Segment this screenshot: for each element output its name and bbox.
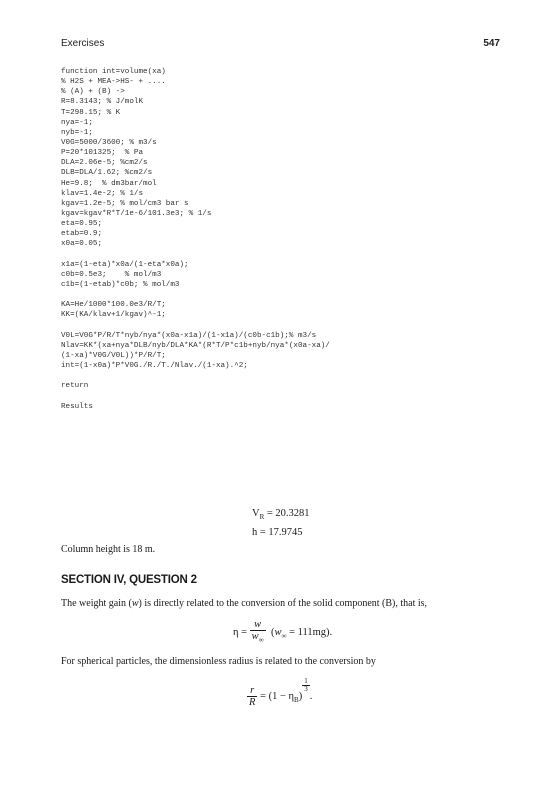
code-line: c0b=0.5e3; % mol/m3 [61, 270, 162, 279]
para1-before: The weight gain ( [61, 598, 132, 609]
eq1-lhs: η = [233, 626, 248, 638]
code-line [61, 290, 501, 300]
eq2-numerator: r [250, 685, 255, 697]
code-line: % (A) + (B) -> [61, 88, 125, 97]
code-line: x1a=(1-eta)*x0a/(1-eta*x0a); [61, 260, 189, 269]
code-line: function int=volume(xa) [61, 68, 166, 76]
code-line: kgav=kgav*R*T/1e-6/101.3e3; % 1/s [61, 209, 212, 218]
result-vr-symbol: V [252, 508, 260, 519]
eq2-exp-num: 1 [304, 677, 308, 685]
paragraph-spherical: For spherical particles, the dimensionless radius is related to the conversion by [61, 656, 376, 667]
code-line: P=20*101325; % Pa [61, 149, 144, 158]
eq2-denominator: R [249, 697, 256, 709]
result-vr [252, 508, 310, 521]
eq1-paren-sub: ∞ [281, 632, 287, 641]
paragraph-weight-gain [61, 598, 427, 609]
eq2-rhs-close: ) [298, 691, 303, 702]
code-line: R=8.3143; % J/molK [61, 98, 144, 107]
code-line: nya=-1; [61, 118, 93, 127]
code-line: etab=0.9; [61, 230, 103, 239]
equation-eta: η = $\frac{w}{w_\infty}$ $(w_\infty = 111mg)$. [233, 619, 333, 645]
code-line: Results [61, 402, 93, 411]
code-line: Nlav=KK*(xa+nya*DLB/nyb/DLA*KA*(R*T/P*c1b+nyb/nya*(x0a-xa)/ [61, 341, 330, 350]
eq1-denominator: w [251, 631, 259, 642]
eq2-exponent [302, 678, 310, 693]
eq2-exp-den: 3 [304, 685, 308, 693]
code-line: KA=He/1000*100.0e3/R/T; [61, 301, 166, 310]
eq1-paren-rest: = 111mg [286, 626, 327, 638]
code-line: V0G=5000/3600; % m3/s [61, 138, 157, 147]
running-header-chapter: Exercises [61, 38, 105, 49]
result-vr-subscript: R [259, 513, 265, 522]
equation-radius [247, 678, 312, 708]
code-line: klav=1.4e-2; % 1/s [61, 189, 144, 198]
code-line: nyb=-1; [61, 128, 93, 137]
code-line [61, 250, 501, 260]
para1-after: ) is directly related to the conversion of the solid component (B), that is, [138, 598, 428, 609]
section-heading: SECTION IV, QUESTION 2 [61, 574, 197, 586]
code-line: KK=(KA/klav+1/kgav)^-1; [61, 311, 166, 320]
page-number: 547 [483, 38, 500, 49]
eq2-rhs-open: = (1 − η [260, 691, 295, 702]
code-line: x0a=0.05; [61, 240, 103, 249]
eq1-den-sub: ∞ [258, 636, 264, 645]
result-vr-value: = 20.3281 [266, 508, 310, 519]
result-h: h = 17.9745 [252, 527, 303, 538]
code-line [61, 321, 501, 331]
eq2-fraction [247, 685, 257, 708]
code-line: kgav=1.2e-5; % mol/cm3 bar s [61, 199, 189, 208]
eq1-end: . [329, 626, 333, 638]
code-line [61, 371, 501, 381]
para1-var: w [131, 598, 139, 609]
code-line: V0L=V0G*P/R/T*nyb/nya*(x0a-x1a)/(1-x1a)/(c0b-c1b);% m3/s [61, 331, 317, 340]
code-line: T=298.15; % K [61, 108, 121, 117]
code-line: DLA=2.06e-5; %cm2/s [61, 159, 148, 168]
eq1-paren-var: w [274, 626, 282, 638]
code-line: int=(1-x0a)*P*V0G./R./T./Nlav./(1-xa).^2; [61, 362, 248, 371]
code-line: He=9.8; % dm3bar/mol [61, 179, 157, 188]
eq2-rhs-sub: B [294, 696, 299, 705]
code-line [61, 392, 501, 402]
eq2-end: . [309, 691, 313, 702]
code-line: DLB=DLA/1.62; %cm2/s [61, 169, 153, 178]
code-line: eta=0.95; [61, 220, 103, 229]
code-line: % H2S + MEA->HS- + .... [61, 78, 166, 87]
code-line: c1b=(1-etab)*c0b; % mol/m3 [61, 280, 180, 289]
code-line: return [61, 382, 89, 391]
column-height-text: Column height is 18 m. [61, 544, 156, 555]
eq1-numerator: w [254, 619, 262, 630]
eq1-fraction [250, 619, 266, 646]
code-line: (1-xa)*V0G/V0L))*P/R/T; [61, 351, 166, 360]
matlab-code-block [61, 67, 501, 412]
